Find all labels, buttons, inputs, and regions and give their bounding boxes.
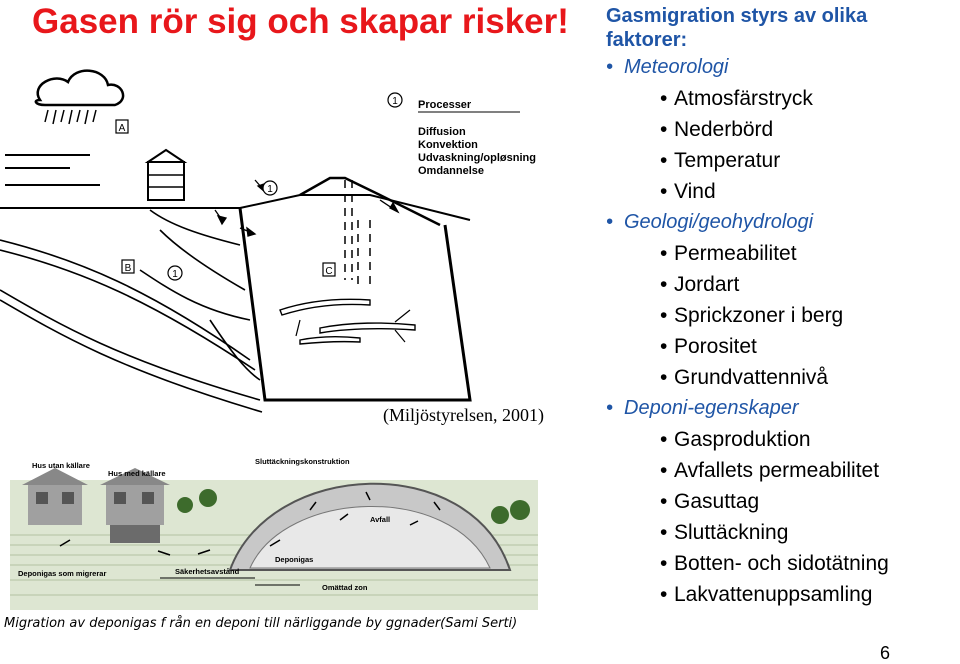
bullet-icon: • xyxy=(660,242,668,265)
legend-heading: Processer xyxy=(418,99,472,111)
legend-item-diffusion: Diffusion xyxy=(418,126,466,138)
bullet-icon: • xyxy=(660,583,668,606)
list-item xyxy=(660,238,960,269)
label-b: B xyxy=(124,263,132,274)
legend-item-konvektion: Konvektion xyxy=(418,139,478,151)
list-item-label: Vind xyxy=(674,180,716,203)
bullet-icon: • xyxy=(606,397,614,419)
list-item xyxy=(660,176,960,207)
list-item-label: Jordart xyxy=(674,273,740,296)
rain-cloud-icon xyxy=(36,71,123,124)
factors-heading-line1: Gasmigration styrs av olika xyxy=(606,5,868,27)
label-a: A xyxy=(118,123,126,134)
list-item-label: Sluttäckning xyxy=(674,521,789,544)
legend-item-udvaskning: Udvaskning/opløsning xyxy=(418,152,536,164)
bullet-icon: • xyxy=(660,366,668,389)
label-1-lower: 1 xyxy=(172,269,178,280)
list-item xyxy=(660,331,960,362)
list-item xyxy=(660,486,960,517)
category-meteorologi xyxy=(606,52,960,83)
list-item xyxy=(660,269,960,300)
label-gas-migrating: Deponigas som migrerar xyxy=(18,569,107,578)
list-item-label: Nederbörd xyxy=(674,118,774,141)
bullet-icon: • xyxy=(660,552,668,575)
list-item xyxy=(660,362,960,393)
landfill-migration-diagram xyxy=(10,440,538,610)
page-number: 6 xyxy=(880,643,891,663)
bullet-icon: • xyxy=(660,428,668,451)
list-item-label: Atmosfärstryck xyxy=(674,87,813,110)
list-item xyxy=(660,455,960,486)
list-item-label: Lakvattenuppsamling xyxy=(674,583,873,606)
list-item xyxy=(660,114,960,145)
slide-title: Gasen rör sig och skapar risker! xyxy=(32,2,569,41)
label-house-no-basement: Hus utan källare xyxy=(32,461,90,470)
label-c: C xyxy=(325,266,333,277)
bullet-icon: • xyxy=(660,459,668,482)
list-item-label: Temperatur xyxy=(674,149,781,172)
factors-list xyxy=(606,4,960,610)
bullet-icon: • xyxy=(660,118,668,141)
label-1-legend: 1 xyxy=(392,96,398,107)
list-item xyxy=(660,548,960,579)
bullet-icon: • xyxy=(660,273,668,296)
bullet-icon: • xyxy=(660,87,668,110)
list-item xyxy=(660,424,960,455)
list-item-label: Porositet xyxy=(674,335,757,358)
category-deponi xyxy=(606,393,960,424)
bullet-icon: • xyxy=(606,56,614,78)
factors-heading-line2: faktorer: xyxy=(606,29,688,51)
label-unsaturated-zone: Omättad zon xyxy=(322,583,368,592)
list-item xyxy=(660,517,960,548)
category-geologi xyxy=(606,207,960,238)
label-landfill-gas: Deponigas xyxy=(275,555,314,564)
bullet-icon: • xyxy=(660,521,668,544)
bottom-diagram-caption: Migration av deponigas f rån en deponi till närliggande by ggnader(Sami Serti) xyxy=(4,616,518,631)
bullet-icon: • xyxy=(660,490,668,513)
list-item-label: Gasuttag xyxy=(674,490,760,513)
label-cover: Sluttäckningskonstruktion xyxy=(255,457,350,466)
bullet-icon: • xyxy=(660,335,668,358)
list-item xyxy=(660,579,960,610)
category-label: Geologi/geohydrologi xyxy=(624,211,814,233)
list-item xyxy=(660,145,960,176)
category-label: Meteorologi xyxy=(624,56,729,78)
list-item xyxy=(660,83,960,114)
list-item-label: Permeabilitet xyxy=(674,242,797,265)
label-house-basement: Hus med källare xyxy=(108,469,166,478)
list-item-label: Avfallets permeabilitet xyxy=(674,459,880,482)
category-label: Deponi-egenskaper xyxy=(624,397,799,419)
list-item-label: Botten- och sidotätning xyxy=(674,552,889,575)
house-icon xyxy=(148,150,184,200)
list-item-label: Grundvattennivå xyxy=(674,366,829,389)
bullet-icon: • xyxy=(606,211,614,233)
list-item xyxy=(660,300,960,331)
bullet-icon: • xyxy=(660,180,668,203)
gas-migration-diagram xyxy=(0,60,590,425)
list-item-label: Sprickzoner i berg xyxy=(674,304,844,327)
bullet-icon: • xyxy=(660,149,668,172)
bullet-icon: • xyxy=(660,304,668,327)
legend-item-omdannelse: Omdannelse xyxy=(418,165,485,177)
label-1-mid: 1 xyxy=(267,184,273,195)
label-safety-distance: Säkerhetsavstånd xyxy=(175,567,240,576)
label-waste: Avfall xyxy=(370,515,391,524)
list-item-label: Gasproduktion xyxy=(674,428,811,451)
top-diagram-credit: (Miljöstyrelsen, 2001) xyxy=(383,405,544,425)
